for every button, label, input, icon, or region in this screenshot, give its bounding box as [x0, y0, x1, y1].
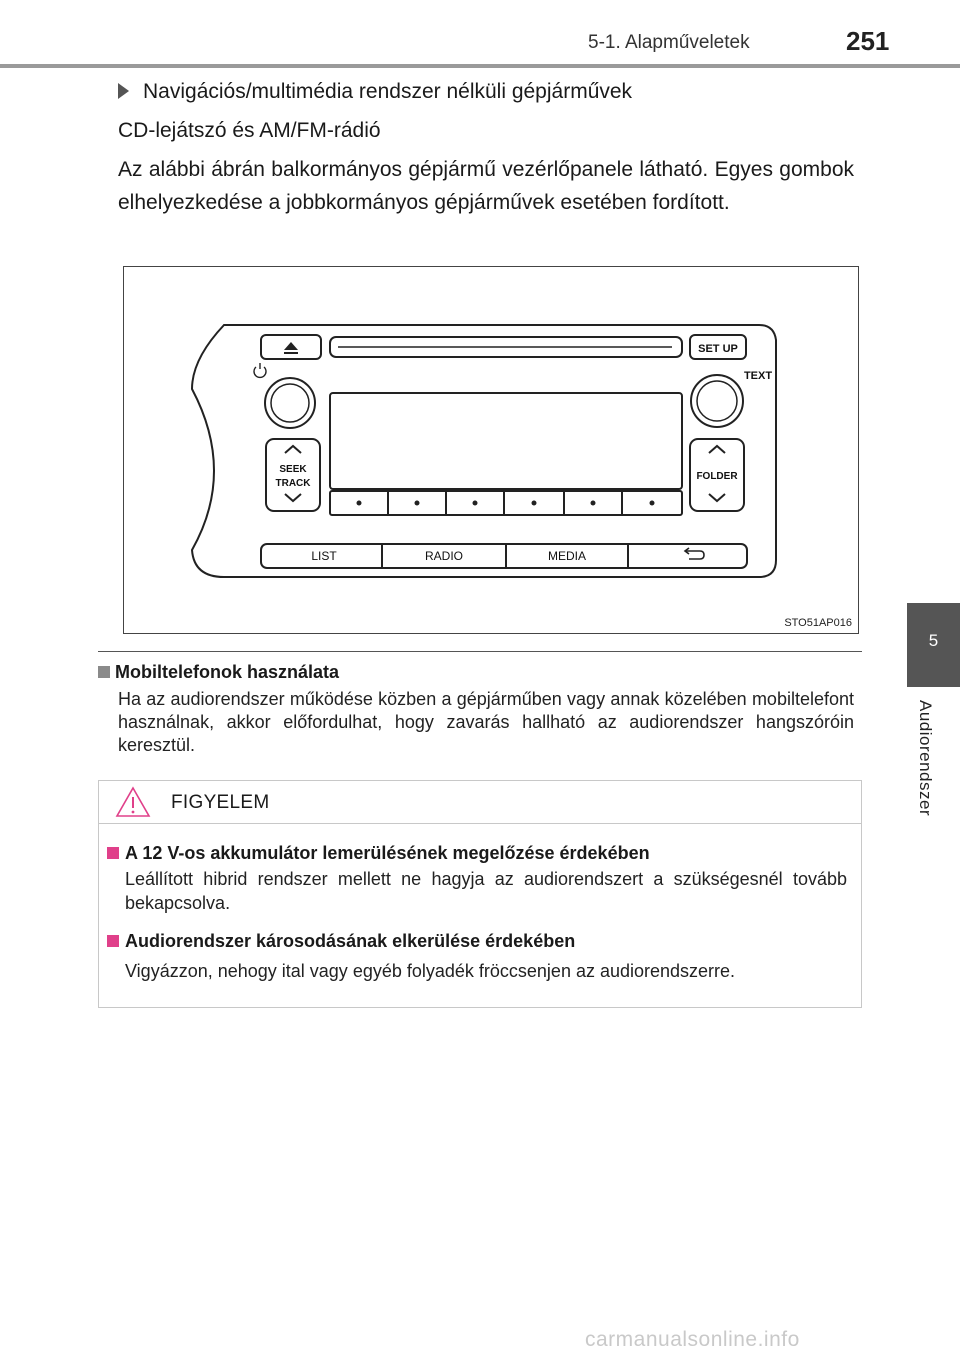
- chapter-label-container: [915, 700, 945, 850]
- folder-label: FOLDER: [696, 471, 738, 482]
- triangle-bullet-icon: [118, 83, 129, 99]
- cd-heading: CD-lejátszó és AM/FM-rádió: [118, 119, 381, 142]
- power-volume-knob: [265, 378, 315, 428]
- header-rule: [0, 64, 960, 68]
- chapter-tab: [907, 603, 960, 687]
- control-panel-illustration: [124, 267, 857, 632]
- mobile-body: Ha az audiorendszer működése közben a gépjárműben vagy annak közelében mobiltelefont használnak, akkor előfordulhat, hogy zavarás hallható az audiorendszer hangszóróin keresztül.: [118, 689, 854, 755]
- panel-outline: [192, 325, 776, 577]
- setup-label: SET UP: [698, 343, 738, 355]
- chapter-label: Audiorendszer: [916, 700, 935, 817]
- caution-title: FIGYELEM: [171, 792, 270, 813]
- square-bullet-icon: [98, 666, 110, 678]
- section-rule: [98, 651, 862, 652]
- caution-box: [98, 780, 862, 1008]
- tune-scroll-knob: [691, 375, 743, 427]
- page-number: 251: [846, 26, 890, 56]
- control-panel-figure: [123, 266, 859, 634]
- radio-label: RADIO: [424, 549, 464, 563]
- seek-label: SEEK: [279, 464, 307, 475]
- intro-paragraph: Az alábbi ábrán balkormányos gépjármű vezérlőpanele látható. Egyes gombok elhelyezkedése a jobbkormányos gépjárművek esetében fordított.: [118, 158, 854, 214]
- warning-triangle-icon: [115, 785, 151, 819]
- display-screen: [330, 393, 682, 489]
- list-label: LIST: [311, 549, 337, 563]
- eject-icon: [284, 342, 298, 354]
- caution-item-heading-text: Audiorendszer károsodásának elkerülése érdekében: [125, 931, 576, 951]
- header-section-title: 5-1. Alapműveletek: [588, 32, 750, 53]
- figure-code: STO51AP016: [784, 617, 852, 629]
- caution-header: [99, 781, 861, 824]
- media-label: MEDIA: [547, 549, 587, 563]
- mobile-heading: [98, 662, 339, 683]
- caution-item-body: Vigyázzon, nehogy ital vagy egyéb folyadék fröccsenjen az audiorendszerre.: [125, 961, 736, 981]
- square-bullet-icon: [107, 847, 119, 859]
- caution-item-heading: [107, 931, 575, 952]
- preset-buttons-row: [330, 491, 682, 515]
- square-bullet-icon: [107, 935, 119, 947]
- caution-item-body: Leállított hibrid rendszer mellett ne hagyja az audiorendszert a szükségesnél tovább bekapcsolva.: [125, 869, 847, 913]
- chapter-number: 5: [928, 631, 939, 650]
- track-label: TRACK: [275, 478, 311, 489]
- caution-item-heading: [107, 843, 650, 864]
- back-arrow-icon: [686, 551, 704, 559]
- nav-item-text: Navigációs/multimédia rendszer nélküli gépjárművek: [143, 80, 633, 103]
- text-label: TEXT: [743, 370, 773, 382]
- nav-item: [118, 80, 632, 104]
- preset-dots: [357, 501, 655, 506]
- watermark: carmanualsonline.info: [585, 1328, 800, 1351]
- mobile-heading-text: Mobiltelefonok használata: [115, 662, 340, 682]
- caution-item-heading-text: A 12 V-os akkumulátor lemerülésének megelőzése érdekében: [125, 843, 650, 863]
